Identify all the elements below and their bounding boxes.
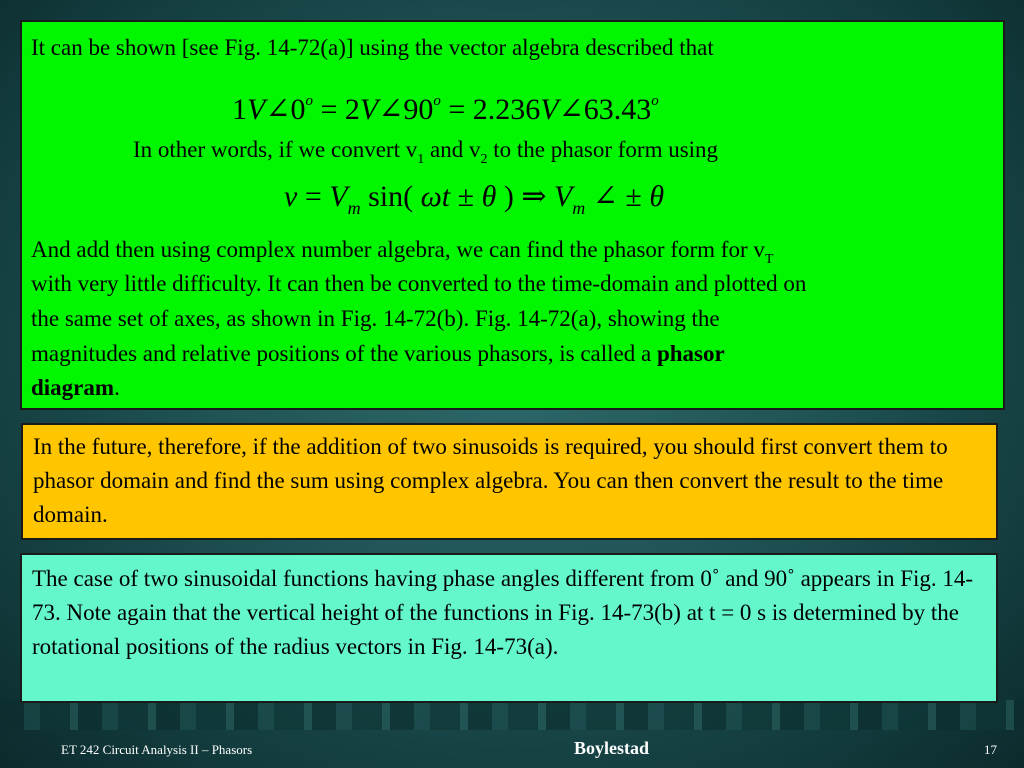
orange-paragraph: In the future, therefore, if the addition of two sinusoids is required, you should first convert them to phasor domain and find the sum using complex algebra. You can then convert the result to the time domain. xyxy=(33,434,948,527)
footer-page-number: 17 xyxy=(984,742,997,757)
paragraph-line-2: with very little difficulty. It can then be converted to the time-domain and plotted on xyxy=(31,271,807,296)
paragraph-line-5: diagram. xyxy=(31,375,120,400)
equation-phasor-sum: $1V\angle 0^o$ = $2V\angle 90^o$ = $2.236V\angle 63.43^o$ xyxy=(232,93,659,126)
equation-phasor-form: $v = V_m$ sin( ωt ± θ ) ⇒ $V_m$ ∠ ± θ xyxy=(284,180,665,218)
paragraph-line-1: And add then using complex number algebra, we can find the phasor form for $v_T$ xyxy=(31,237,774,267)
green-content-box xyxy=(20,20,1005,410)
other-words-text: In other words, if we convert $v_1$ and $v_2$ to the phasor form using xyxy=(133,137,719,167)
aqua-paragraph: The case of two sinusoidal functions having phase angles different from 0˚ and 90˚ appears in Fig. 14-73. Note again that the vertical height of the functions in Fig. 14-73(b) at t = 0 s is determined by the rotational positions of the radius vectors in Fig. 14-73(a). xyxy=(32,566,974,659)
footer-author: Boylestad xyxy=(574,738,650,758)
paragraph-line-4: magnitudes and relative positions of the various phasors, is called a phasor xyxy=(31,341,725,366)
footer-course-title: ET 242 Circuit Analysis II – Phasors xyxy=(61,742,253,757)
orange-content-box xyxy=(21,423,998,540)
term-phasor: phasor xyxy=(656,341,725,366)
paragraph-line-3: the same set of axes, as shown in Fig. 14-72(b). Fig. 14-72(a), showing the xyxy=(31,306,720,331)
intro-text: It can be shown [see Fig. 14-72(a)] using the vector algebra described that xyxy=(31,35,714,60)
aqua-content-box xyxy=(20,553,998,703)
term-diagram: diagram xyxy=(31,375,115,400)
background-strip xyxy=(0,700,1024,730)
